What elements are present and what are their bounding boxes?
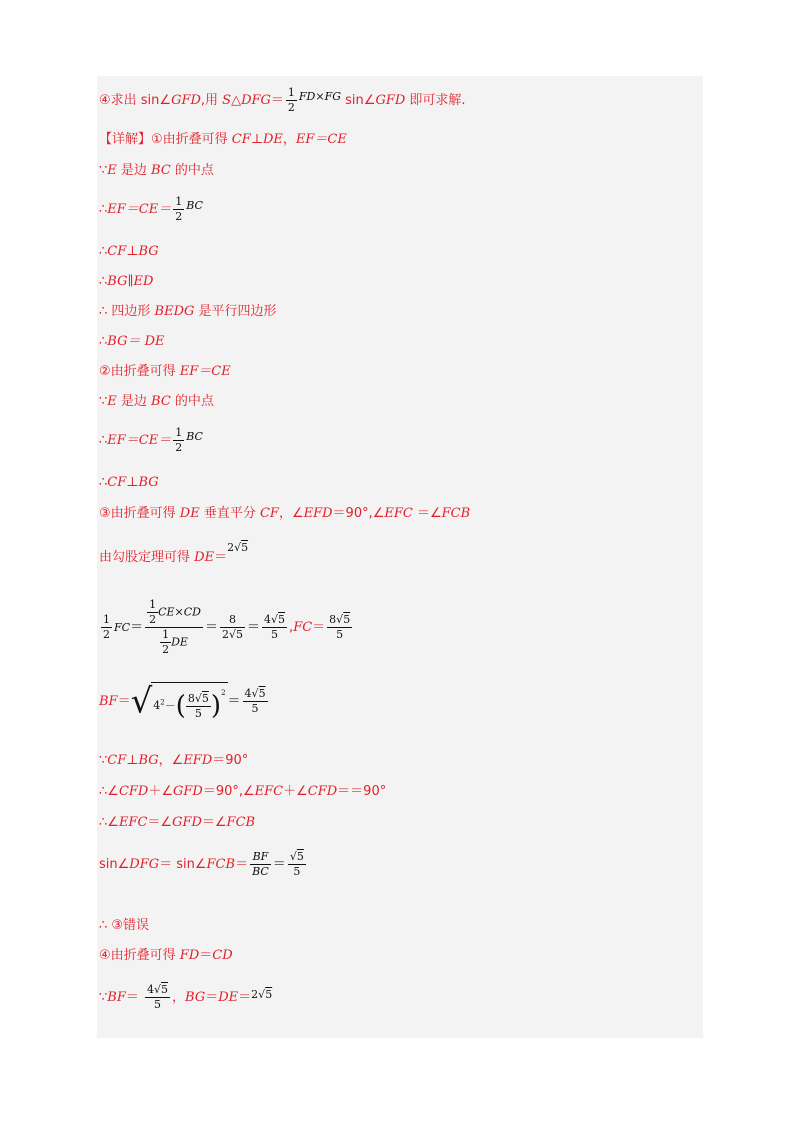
text: ④求出 sin∠ [99,93,172,108]
fraction: $\frac{4√5}{5}$ [264,613,286,641]
line-22: ④由折叠可得 FD＝CD [99,948,233,963]
sqrt-sign: √ [234,541,242,554]
text: ,用 [200,93,223,108]
text: ＝ [270,93,284,108]
fraction: $\frac{1}{2}$ [175,426,183,454]
line-13: ③由折叠可得 DE 垂直平分 CF，∠EFD＝90°,∠EFC ＝∠FCB [99,506,471,521]
fraction: $\frac{8}{2√5}$ [222,613,244,641]
line-19: ∴∠EFC＝∠GFD＝∠FCB [99,815,256,830]
fraction: $\frac{1}{2}$ [103,613,110,641]
fraction: $\frac{BF}{BC}$ [252,850,269,878]
text: CF⊥DE [231,132,283,147]
line-16: $BF=√4^2-$( $\frac{8√5}{5}$ )$^2$＝ $\frac{4√5}{5}$ [99,681,266,722]
fraction: $\frac{8√5}{5}$ [329,613,351,641]
line-4: ∴EF＝CE＝ $\frac{1}{2}$ $^{BC}$ [99,195,203,223]
fraction: $\frac{1}{2}$ [175,195,183,223]
text: 【详解】①由折叠可得 [99,132,232,147]
text: 即可求解. [405,93,466,108]
line-12: ∴CF⊥BG [99,475,159,490]
fraction: $\frac{1}{2}$ [287,86,295,114]
line-5: ∴CF⊥BG [99,244,159,259]
line-1 [99,86,466,115]
line-17: ∵CF⊥BG，∠EFD＝90° [99,753,249,768]
line-21: ∴ ③错误 [99,918,150,933]
fraction: $\frac{√5}{5}$ [289,850,304,878]
line-7: ∴ 四边形 BEDG 是平行四边形 [99,304,277,319]
text: GFD [375,93,406,108]
compound-fraction: $\frac{1}{2}$ CE×CD $\frac{1}{2}$ DE [145,598,203,657]
line-6: ∴BG∥ED [99,274,154,289]
text: EF＝CE [295,132,347,147]
line-2 [99,132,347,148]
text: FD×FG [298,90,342,103]
radical-sign: √ [130,681,153,722]
fraction: $\frac{4√5}{5}$ [147,983,169,1011]
text: GFD [171,93,201,108]
text: ， [282,132,296,147]
fraction: $\frac{4√5}{5}$ [244,686,266,715]
line-8: ∴BG＝ DE [99,334,165,349]
text: S△DFG [222,93,271,108]
text: sin∠ [341,93,376,108]
line-15: $\frac{1}{2}$ FC＝ $\frac{1}{2}$ CE×CD $\frac{1}{2}$ DE ＝ $\frac{8}{2√5}$ ＝ $\frac{4√5}{5}$ ,FC＝ $\frac{8√5}{5}$ [103,598,351,656]
radicand: $4^2-$( $\frac{8√5}{5}$ )$^2$ [151,682,227,721]
line-3: ∵E 是边 BC 的中点 [99,163,214,178]
line-9: ②由折叠可得 EF＝CE [99,364,231,379]
line-18: ∴∠CFD＋∠GFD＝90°,∠EFC＋∠CFD＝＝90° [99,784,387,799]
line-11: ∴EF＝CE＝ $\frac{1}{2}$ $^{BC}$ [99,426,203,454]
line-10: ∵E 是边 BC 的中点 [99,394,214,409]
line-20: sin∠DFG＝ sin∠FCB＝ $\frac{BF}{BC}$ ＝ $\frac{√5}{5}$ [99,850,304,878]
line-14: 由勾股定理可得 DE＝$^{2√5}$ [99,541,249,565]
line-23: ∵BF＝ $\frac{4√5}{5}$ ，BG＝DE＝$^{2√5}$ [99,983,273,1011]
